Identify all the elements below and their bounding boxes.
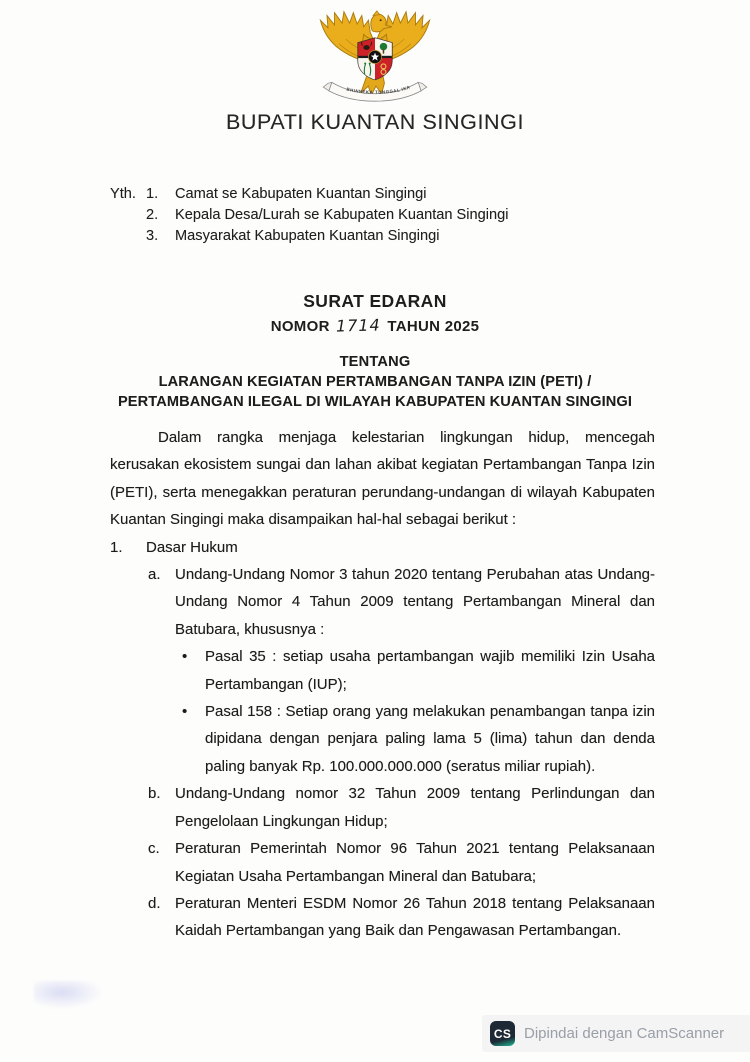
addressee-text: Kepala Desa/Lurah se Kabupaten Kuantan Singingi bbox=[175, 207, 509, 223]
item-letter: b. bbox=[148, 785, 161, 803]
letter-body bbox=[110, 424, 655, 945]
item-text: Undang-Undang nomor 32 Tahun 2009 tentang Perlindungan dan Pengelolaan Lingkungan Hidup; bbox=[175, 785, 655, 830]
legal-item-c bbox=[148, 835, 655, 890]
addressee-row bbox=[110, 184, 508, 205]
emblem-motto-text: BHINNEKA TUNGGAL IKA bbox=[346, 84, 412, 95]
camscanner-icon: CS bbox=[490, 1021, 515, 1046]
about-label: TENTANG bbox=[339, 354, 411, 370]
item-letter: c. bbox=[148, 840, 160, 858]
section-title: Dasar Hukum bbox=[146, 538, 238, 556]
legal-item-a bbox=[148, 561, 655, 643]
document-title-block bbox=[0, 291, 750, 412]
subject-line-2: PERTAMBANGAN ILEGAL DI WILAYAH KABUPATEN KUANTAN SINGINGI bbox=[117, 393, 633, 410]
bullet-text: Pasal 35 : setiap usaha pertambangan wajib memiliki Izin Usaha Pertambangan (IUP); bbox=[205, 648, 655, 693]
document-heading: SURAT EDARAN bbox=[303, 291, 447, 311]
item-letter: a. bbox=[148, 566, 161, 584]
scan-smudge-artifact bbox=[34, 981, 104, 1009]
item-text: Peraturan Menteri ESDM Nomor 26 Tahun 2018 tentang Pelaksanaan Kaidah Pertambangan yang Baik dan Pengawasan Pertambangan. bbox=[175, 894, 655, 940]
bullet-marker: • bbox=[182, 648, 188, 666]
opening-paragraph: Dalam rangka menjaga kelestarian lingkungan hidup, mencegah kerusakan ekosistem sungai dan lahan akibat kegiatan Pertambangan Tanpa Izin (PETI), serta menegakkan peraturan perundang-undangan di wilayah Kabupaten Kuantan Singingi maka disampaikan hal-hal sebagai berikut : bbox=[110, 429, 655, 529]
office-title: BUPATI KUANTAN SINGINGI bbox=[225, 110, 525, 134]
addressee-block bbox=[110, 184, 508, 247]
bullet-pasal-35 bbox=[182, 643, 655, 698]
subject-line-1: LARANGAN KEGIATAN PERTAMBANGAN TANPA IZIN (PETI) / bbox=[158, 374, 592, 390]
camscanner-footer-link[interactable] bbox=[482, 1015, 750, 1052]
section-number: 1. bbox=[110, 538, 123, 556]
addressee-text: Masyarakat Kabupaten Kuantan Singingi bbox=[175, 228, 440, 244]
addressee-number: 3. bbox=[146, 228, 159, 244]
addressee-number: 1. bbox=[146, 186, 159, 202]
number-prefix: NOMOR bbox=[270, 318, 330, 335]
addressee-salutation: Yth. bbox=[110, 186, 136, 202]
item-text: Peraturan Pemerintah Nomor 96 Tahun 2021 tentang Pelaksanaan Kegiatan Usaha Pertambangan Mineral dan Batubara; bbox=[175, 840, 655, 885]
number-suffix: TAHUN 2025 bbox=[387, 318, 480, 335]
addressee-row bbox=[110, 205, 508, 226]
addressee-number: 2. bbox=[146, 207, 159, 223]
garuda-emblem-svg bbox=[316, 8, 434, 104]
addressee-text: Camat se Kabupaten Kuantan Singingi bbox=[175, 186, 427, 202]
legal-item-d bbox=[148, 890, 655, 945]
document-number-line bbox=[0, 316, 750, 335]
garuda-pancasila-emblem bbox=[316, 8, 434, 104]
bullet-marker: • bbox=[182, 703, 188, 721]
bullet-text: Pasal 158 : Setiap orang yang melakukan penambangan tanpa izin dipidana dengan penjara paling lama 5 (lima) tahun dan denda paling banyak Rp. 100.000.000.000 (seratus miliar rupiah). bbox=[205, 703, 655, 775]
section-1-heading bbox=[110, 534, 655, 561]
item-text: Undang-Undang Nomor 3 tahun 2020 tentang Perubahan atas Undang-Undang Nomor 4 Tahun 2009 tentang Pertambangan Mineral dan Batubara, khususnya : bbox=[175, 566, 655, 638]
addressee-row bbox=[110, 226, 508, 247]
legal-item-b bbox=[148, 780, 655, 835]
handwritten-number: 1714 bbox=[335, 315, 382, 336]
item-letter: d. bbox=[148, 894, 161, 912]
bullet-pasal-158 bbox=[182, 698, 655, 780]
pancasila-shield bbox=[358, 38, 392, 81]
camscanner-caption: Dipindai dengan CamScanner bbox=[524, 1025, 725, 1042]
